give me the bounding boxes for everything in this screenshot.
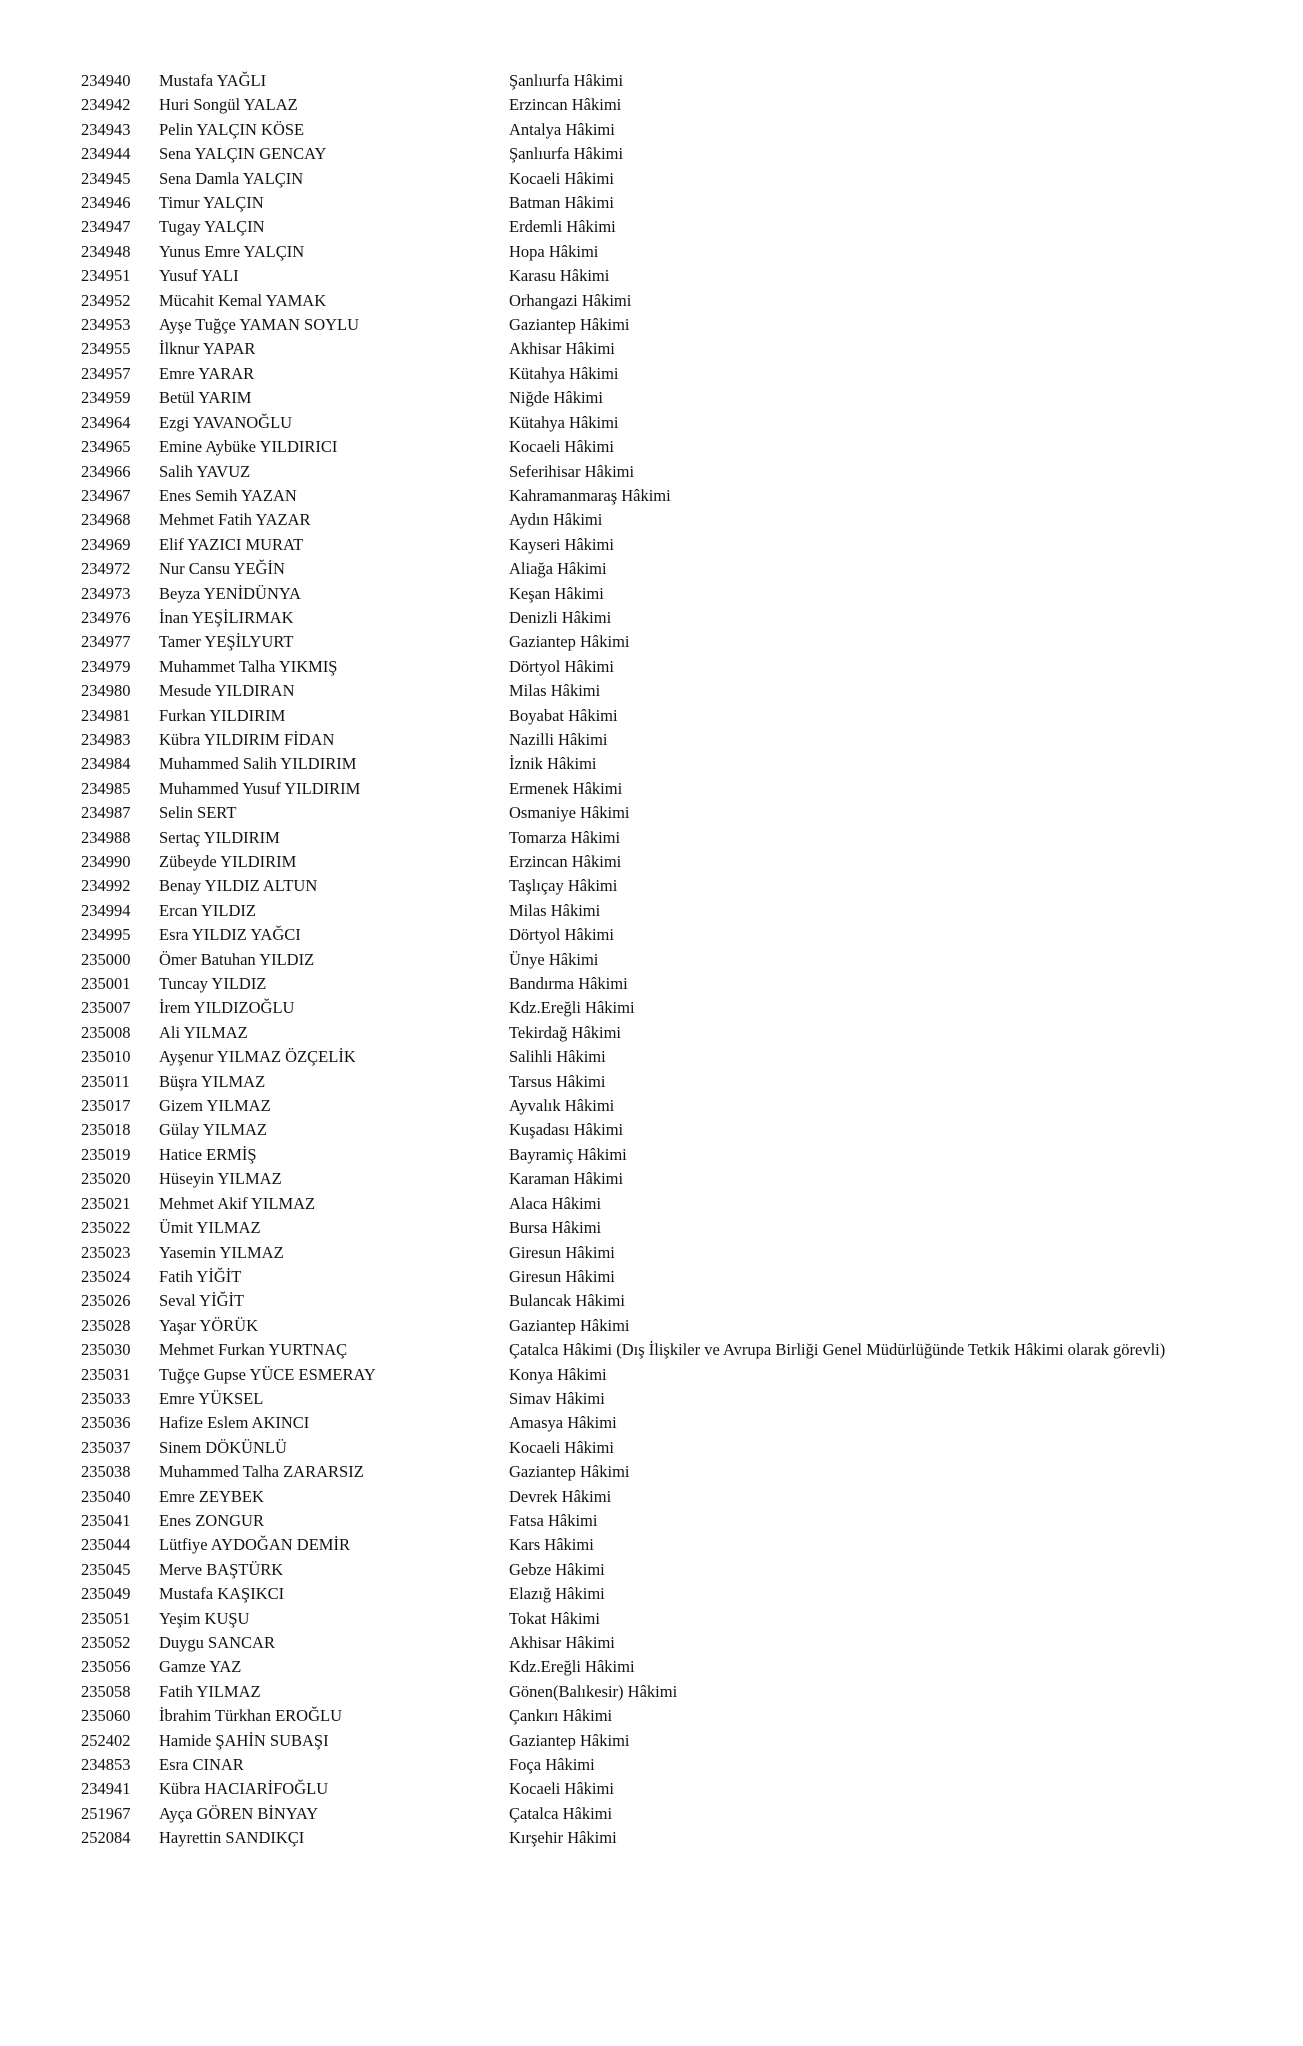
list-row: [0, 191, 1303, 215]
list-row: [0, 1118, 1303, 1142]
registry-number: 235044: [81, 1535, 131, 1555]
judge-name: Gizem YILMAZ: [159, 1096, 271, 1116]
judge-name: Huri Songül YALAZ: [159, 95, 298, 115]
list-row: [0, 801, 1303, 825]
registry-number: 234947: [81, 217, 131, 237]
assigned-court: Niğde Hâkimi: [509, 388, 603, 408]
list-row: [0, 606, 1303, 630]
registry-number: 234959: [81, 388, 131, 408]
assigned-court: Milas Hâkimi: [509, 900, 601, 920]
judge-name: Furkan YILDIRIM: [159, 705, 286, 725]
registry-number: 234966: [81, 461, 131, 481]
judge-name: Emine Aybüke YILDIRICI: [159, 437, 338, 457]
registry-number: 235023: [81, 1242, 131, 1262]
judge-name: Sertaç YILDIRIM: [159, 827, 280, 847]
registry-number: 234990: [81, 852, 131, 871]
judge-name: Fatih YILMAZ: [159, 1681, 261, 1701]
judge-name: Selin SERT: [159, 803, 237, 823]
registry-number: 234964: [81, 412, 131, 432]
list-row: [0, 313, 1303, 337]
judge-name: Mehmet Akif YILMAZ: [159, 1193, 316, 1213]
list-row: [0, 582, 1303, 606]
judge-name: Muhammed Talha ZARARSIZ: [159, 1462, 364, 1482]
judge-name: Kübra HACIARİFOĞLU: [159, 1779, 329, 1799]
judge-name: Hüseyin YILMAZ: [159, 1169, 282, 1189]
judge-name: Enes Semih YAZAN: [159, 485, 297, 505]
list-row: [0, 1655, 1303, 1679]
registry-number: 235021: [81, 1193, 131, 1213]
judge-name: Büşra YILMAZ: [159, 1071, 266, 1091]
assigned-court: Batman Hâkimi: [509, 193, 614, 213]
registry-number: 235060: [81, 1706, 131, 1726]
assigned-court: Nazilli Hâkimi: [509, 729, 608, 749]
assigned-court: Gaziantep Hâkimi: [509, 315, 630, 335]
assigned-court: Çatalca Hâkimi: [509, 1803, 613, 1823]
registry-number: 234979: [81, 656, 131, 676]
list-row: [0, 996, 1303, 1020]
list-row: [0, 1241, 1303, 1265]
list-row: [0, 1631, 1303, 1655]
judge-name: Mustafa KAŞIKCI: [159, 1584, 285, 1604]
registry-number: 252402: [81, 1730, 131, 1750]
registry-number: 234943: [81, 119, 131, 139]
judge-name: Yaşar YÖRÜK: [159, 1315, 259, 1335]
list-row: [0, 508, 1303, 532]
assigned-court: Antalya Hâkimi: [509, 119, 615, 139]
registry-number: 234951: [81, 266, 131, 286]
list-row: [0, 850, 1303, 874]
assigned-court: Çatalca Hâkimi (Dış İlişkiler ve Avrupa Birliği Genel Müdürlüğünde Tetkik Hâkimi olarak görevli): [509, 1340, 1166, 1360]
judge-name: Ayça GÖREN BİNYAY: [159, 1803, 319, 1823]
registry-number: 235000: [81, 949, 131, 969]
list-row: [0, 679, 1303, 703]
judge-name: Emre YARAR: [159, 363, 255, 383]
registry-number: 235030: [81, 1340, 131, 1360]
assigned-court: Tokat Hâkimi: [509, 1608, 600, 1628]
assigned-court: Gaziantep Hâkimi: [509, 632, 630, 652]
registry-number: 235022: [81, 1218, 131, 1238]
registry-number: 234965: [81, 437, 131, 457]
list-row: [0, 1485, 1303, 1509]
assigned-court: Kütahya Hâkimi: [509, 412, 619, 432]
registry-number: 235052: [81, 1633, 131, 1652]
registry-number: 235058: [81, 1681, 131, 1701]
list-row: [0, 215, 1303, 239]
list-row: [0, 362, 1303, 386]
assigned-court: Kuşadası Hâkimi: [509, 1120, 624, 1140]
assigned-court: İznik Hâkimi: [509, 754, 597, 774]
assigned-court: Karasu Hâkimi: [509, 266, 610, 286]
judge-name: Betül YARIM: [159, 388, 252, 408]
assigned-court: Kocaeli Hâkimi: [509, 437, 614, 457]
registry-number: 235040: [81, 1486, 131, 1506]
assigned-court: Giresun Hâkimi: [509, 1266, 615, 1286]
registry-number: 234955: [81, 339, 131, 359]
judge-name: Hatice ERMİŞ: [159, 1144, 257, 1164]
list-row: [0, 1509, 1303, 1533]
list-row: [0, 704, 1303, 728]
registry-number: 234952: [81, 290, 131, 310]
assigned-court: Hopa Hâkimi: [509, 241, 599, 261]
list-row: [0, 1533, 1303, 1557]
registry-number: 235026: [81, 1291, 131, 1311]
judge-name: Mücahit Kemal YAMAK: [159, 290, 327, 310]
judge-name: Ayşe Tuğçe YAMAN SOYLU: [159, 315, 360, 335]
registry-number: 234976: [81, 607, 131, 627]
list-row: [0, 1387, 1303, 1411]
list-row: [0, 948, 1303, 972]
assigned-court: Erzincan Hâkimi: [509, 852, 622, 871]
assigned-court: Denizli Hâkimi: [509, 607, 612, 627]
registry-number: 234985: [81, 778, 131, 798]
assigned-court: Aliağa Hâkimi: [509, 559, 607, 579]
list-row: [0, 972, 1303, 996]
judge-name: Pelin YALÇIN KÖSE: [159, 119, 305, 139]
list-row: [0, 93, 1303, 117]
judge-name: Zübeyde YILDIRIM: [159, 852, 297, 871]
list-row: [0, 289, 1303, 313]
assigned-court: Gönen(Balıkesir) Hâkimi: [509, 1681, 678, 1701]
assigned-court: Şanlıurfa Hâkimi: [509, 71, 624, 90]
judge-name: Mustafa YAĞLI: [159, 71, 267, 90]
assigned-court: Kdz.Ereğli Hâkimi: [509, 1657, 635, 1677]
judge-name: Emre YÜKSEL: [159, 1388, 264, 1408]
judge-name: Mehmet Furkan YURTNAÇ: [159, 1340, 348, 1360]
list-row: [0, 1338, 1303, 1362]
list-row: [0, 264, 1303, 288]
assigned-court: Erzincan Hâkimi: [509, 95, 622, 115]
registry-number: 234981: [81, 705, 131, 725]
judge-name: Nur Cansu YEĞİN: [159, 559, 285, 579]
judge-name: Kübra YILDIRIM FİDAN: [159, 729, 335, 749]
registry-number: 235051: [81, 1608, 131, 1628]
registry-number: 235011: [81, 1071, 130, 1091]
list-row: [0, 1826, 1303, 1850]
assigned-court: Aydın Hâkimi: [509, 510, 603, 530]
registry-number: 252084: [81, 1828, 131, 1848]
assigned-court: Bandırma Hâkimi: [509, 974, 628, 994]
judge-name: Tuncay YILDIZ: [159, 974, 267, 994]
registry-number: 235024: [81, 1266, 131, 1286]
list-row: [0, 337, 1303, 361]
list-row: [0, 533, 1303, 557]
registry-number: 234973: [81, 583, 131, 603]
judge-name: İlknur YAPAR: [159, 339, 256, 359]
judge-name: Esra YILDIZ YAĞCI: [159, 925, 301, 945]
registry-number: 235036: [81, 1413, 131, 1433]
list-row: [0, 899, 1303, 923]
registry-number: 235037: [81, 1437, 131, 1457]
list-row: [0, 1558, 1303, 1582]
list-row: [0, 1265, 1303, 1289]
assigned-court: Bulancak Hâkimi: [509, 1291, 625, 1311]
judge-name: Salih YAVUZ: [159, 461, 251, 481]
list-row: [0, 1167, 1303, 1191]
registry-number: 235028: [81, 1315, 131, 1335]
judge-name: İnan YEŞİLIRMAK: [159, 607, 294, 627]
judge-name: Sena YALÇIN GENCAY: [159, 144, 327, 164]
judge-name: Sena Damla YALÇIN: [159, 168, 304, 188]
assigned-court: Dörtyol Hâkimi: [509, 925, 614, 945]
list-row: [0, 1192, 1303, 1216]
registry-number: 234995: [81, 925, 131, 945]
judge-name: Mesude YILDIRAN: [159, 681, 295, 701]
list-row: [0, 1777, 1303, 1801]
registry-number: 235041: [81, 1510, 131, 1530]
list-row: [0, 1314, 1303, 1338]
list-row: [0, 484, 1303, 508]
assigned-court: Gaziantep Hâkimi: [509, 1730, 630, 1750]
assigned-court: Amasya Hâkimi: [509, 1413, 617, 1433]
assigned-court: Akhisar Hâkimi: [509, 339, 615, 359]
registry-number: 235031: [81, 1364, 131, 1384]
registry-number: 235008: [81, 1022, 131, 1042]
list-row: [0, 411, 1303, 435]
registry-number: 235020: [81, 1169, 131, 1189]
judge-name: Gülay YILMAZ: [159, 1120, 267, 1140]
list-row: [0, 1582, 1303, 1606]
registry-number: 234984: [81, 754, 131, 774]
assigned-court: Tekirdağ Hâkimi: [509, 1022, 622, 1042]
assigned-court: Osmaniye Hâkimi: [509, 803, 630, 823]
registry-number: 235001: [81, 974, 131, 994]
registry-number: 235007: [81, 998, 131, 1018]
list-row: [0, 1436, 1303, 1460]
registry-number: 234992: [81, 876, 131, 896]
registry-number: 234940: [81, 71, 131, 90]
assigned-court: Çankırı Hâkimi: [509, 1706, 613, 1726]
judge-name: Ezgi YAVANOĞLU: [159, 412, 293, 432]
registry-number: 235033: [81, 1388, 131, 1408]
assigned-court: Kahramanmaraş Hâkimi: [509, 485, 671, 505]
judge-name: Timur YALÇIN: [159, 193, 264, 213]
list-row: [0, 1289, 1303, 1313]
assigned-court: Fatsa Hâkimi: [509, 1510, 598, 1530]
judge-name: Muhammed Yusuf YILDIRIM: [159, 778, 361, 798]
list-row: [0, 1070, 1303, 1094]
assigned-court: Boyabat Hâkimi: [509, 705, 618, 725]
assigned-court: Devrek Hâkimi: [509, 1486, 612, 1506]
judge-name: İbrahim Türkhan EROĞLU: [159, 1706, 342, 1726]
judge-name: Emre ZEYBEK: [159, 1486, 264, 1506]
list-row: [0, 752, 1303, 776]
registry-number: 234953: [81, 315, 131, 335]
registry-number: 251967: [81, 1803, 131, 1823]
judge-name: Ayşenur YILMAZ ÖZÇELİK: [159, 1047, 356, 1067]
assigned-court: Tarsus Hâkimi: [509, 1071, 606, 1091]
list-row: [0, 557, 1303, 581]
assigned-court: Keşan Hâkimi: [509, 583, 604, 603]
assigned-court: Konya Hâkimi: [509, 1364, 607, 1384]
list-row: [0, 460, 1303, 484]
list-row: [0, 386, 1303, 410]
list-row: [0, 435, 1303, 459]
list-row: [0, 1094, 1303, 1118]
registry-number: 234967: [81, 485, 131, 505]
judge-name: Hafize Eslem AKINCI: [159, 1413, 310, 1433]
judge-name: Muhammet Talha YIKMIŞ: [159, 656, 338, 676]
judge-name: Yeşim KUŞU: [159, 1608, 250, 1628]
assigned-court: Ünye Hâkimi: [509, 949, 599, 969]
judge-name: Duygu SANCAR: [159, 1633, 275, 1652]
assigned-court: Salihli Hâkimi: [509, 1047, 606, 1067]
registry-number: 234957: [81, 363, 131, 383]
assigned-court: Dörtyol Hâkimi: [509, 656, 614, 676]
list-row: [0, 118, 1303, 142]
judge-name: Hamide ŞAHİN SUBAŞI: [159, 1730, 329, 1750]
list-row: [0, 1607, 1303, 1631]
list-row: [0, 240, 1303, 264]
registry-number: 234946: [81, 193, 131, 213]
list-row: [0, 655, 1303, 679]
registry-number: 234987: [81, 803, 131, 823]
assigned-court: Kütahya Hâkimi: [509, 363, 619, 383]
list-row: [0, 1802, 1303, 1826]
assigned-court: Gaziantep Hâkimi: [509, 1315, 630, 1335]
registry-number: 234942: [81, 95, 131, 115]
list-row: [0, 1021, 1303, 1045]
assigned-court: Taşlıçay Hâkimi: [509, 876, 618, 896]
assigned-court: Simav Hâkimi: [509, 1388, 605, 1408]
assigned-court: Kars Hâkimi: [509, 1535, 594, 1555]
assigned-court: Giresun Hâkimi: [509, 1242, 615, 1262]
registry-number: 235018: [81, 1120, 131, 1140]
list-row: [0, 728, 1303, 752]
registry-number: 234980: [81, 681, 131, 701]
list-row: [0, 1045, 1303, 1069]
judge-name: Tamer YEŞİLYURT: [159, 632, 294, 652]
list-row: [0, 1704, 1303, 1728]
list-row: [0, 142, 1303, 166]
judge-name: Yusuf YALI: [159, 266, 239, 286]
assigned-court: Elazığ Hâkimi: [509, 1584, 605, 1604]
registry-number: 234968: [81, 510, 131, 530]
registry-number: 234944: [81, 144, 131, 164]
registry-number: 234972: [81, 559, 131, 579]
registry-number: 235019: [81, 1144, 131, 1164]
registry-number: 235017: [81, 1096, 131, 1116]
assigned-court: Kocaeli Hâkimi: [509, 168, 614, 188]
assigned-court: Kdz.Ereğli Hâkimi: [509, 998, 635, 1018]
assigned-court: Orhangazi Hâkimi: [509, 290, 632, 310]
list-row: [0, 1411, 1303, 1435]
judge-name: Sinem DÖKÜNLÜ: [159, 1437, 287, 1457]
list-row: [0, 167, 1303, 191]
list-row: [0, 923, 1303, 947]
judge-name: Ömer Batuhan YILDIZ: [159, 949, 315, 969]
judge-name: Lütfiye AYDOĞAN DEMİR: [159, 1535, 350, 1555]
list-row: [0, 1216, 1303, 1240]
assigned-court: Alaca Hâkimi: [509, 1193, 602, 1213]
list-row: [0, 777, 1303, 801]
list-row: [0, 1143, 1303, 1167]
assigned-court: Gaziantep Hâkimi: [509, 1462, 630, 1482]
assigned-court: Şanlıurfa Hâkimi: [509, 144, 624, 164]
judge-name: Yasemin YILMAZ: [159, 1242, 284, 1262]
judge-name: Merve BAŞTÜRK: [159, 1559, 284, 1579]
assigned-court: Akhisar Hâkimi: [509, 1633, 615, 1652]
registry-number: 234988: [81, 827, 131, 847]
judge-name: Hayrettin SANDIKÇI: [159, 1828, 305, 1848]
judge-name: Fatih YİĞİT: [159, 1266, 242, 1286]
list-row: [0, 1680, 1303, 1704]
list-row: [0, 1460, 1303, 1484]
judge-name: Elif YAZICI MURAT: [159, 534, 304, 554]
registry-number: 234977: [81, 632, 131, 652]
list-row: [0, 1363, 1303, 1387]
assigned-court: Kayseri Hâkimi: [509, 534, 614, 554]
assigned-court: Kırşehir Hâkimi: [509, 1828, 617, 1848]
assigned-court: Kocaeli Hâkimi: [509, 1437, 614, 1457]
registry-number: 234941: [81, 1779, 131, 1799]
assigned-court: Gebze Hâkimi: [509, 1559, 605, 1579]
judge-name: Benay YILDIZ ALTUN: [159, 876, 318, 896]
assigned-court: Milas Hâkimi: [509, 681, 601, 701]
assigned-court: Erdemli Hâkimi: [509, 217, 616, 237]
judge-name: Beyza YENİDÜNYA: [159, 583, 301, 603]
registry-number: 234983: [81, 729, 131, 749]
assigned-court: Bayramiç Hâkimi: [509, 1144, 627, 1164]
judge-name: Ali YILMAZ: [159, 1022, 248, 1042]
registry-number: 235045: [81, 1559, 131, 1579]
registry-number: 234853: [81, 1755, 131, 1775]
judge-name: Mehmet Fatih YAZAR: [159, 510, 311, 530]
judge-name: Tuğçe Gupse YÜCE ESMERAY: [159, 1364, 376, 1384]
registry-number: 234969: [81, 534, 131, 554]
appointment-list: [0, 69, 1303, 1851]
assigned-court: Bursa Hâkimi: [509, 1218, 602, 1238]
assigned-court: Foça Hâkimi: [509, 1755, 595, 1775]
judge-name: Esra CINAR: [159, 1755, 244, 1775]
judge-name: Gamze YAZ: [159, 1657, 242, 1677]
registry-number: 234948: [81, 241, 131, 261]
assigned-court: Ayvalık Hâkimi: [509, 1096, 615, 1116]
judge-name: Ercan YILDIZ: [159, 900, 256, 920]
list-row: [0, 874, 1303, 898]
registry-number: 235010: [81, 1047, 131, 1067]
assigned-court: Seferihisar Hâkimi: [509, 461, 635, 481]
assigned-court: Karaman Hâkimi: [509, 1169, 624, 1189]
assigned-court: Kocaeli Hâkimi: [509, 1779, 614, 1799]
registry-number: 234945: [81, 168, 131, 188]
judge-name: Yunus Emre YALÇIN: [159, 241, 305, 261]
assigned-court: Tomarza Hâkimi: [509, 827, 621, 847]
list-row: [0, 69, 1303, 93]
judge-name: İrem YILDIZOĞLU: [159, 998, 295, 1018]
list-row: [0, 630, 1303, 654]
list-row: [0, 1753, 1303, 1777]
registry-number: 235038: [81, 1462, 131, 1482]
judge-name: Muhammed Salih YILDIRIM: [159, 754, 357, 774]
assigned-court: Ermenek Hâkimi: [509, 778, 623, 798]
registry-number: 235056: [81, 1657, 131, 1677]
registry-number: 235049: [81, 1584, 131, 1604]
judge-name: Tugay YALÇIN: [159, 217, 265, 237]
judge-name: Enes ZONGUR: [159, 1510, 264, 1530]
list-row: [0, 1729, 1303, 1753]
judge-name: Seval YİĞİT: [159, 1291, 245, 1311]
list-row: [0, 826, 1303, 850]
judge-name: Ümit YILMAZ: [159, 1218, 261, 1238]
registry-number: 234994: [81, 900, 131, 920]
